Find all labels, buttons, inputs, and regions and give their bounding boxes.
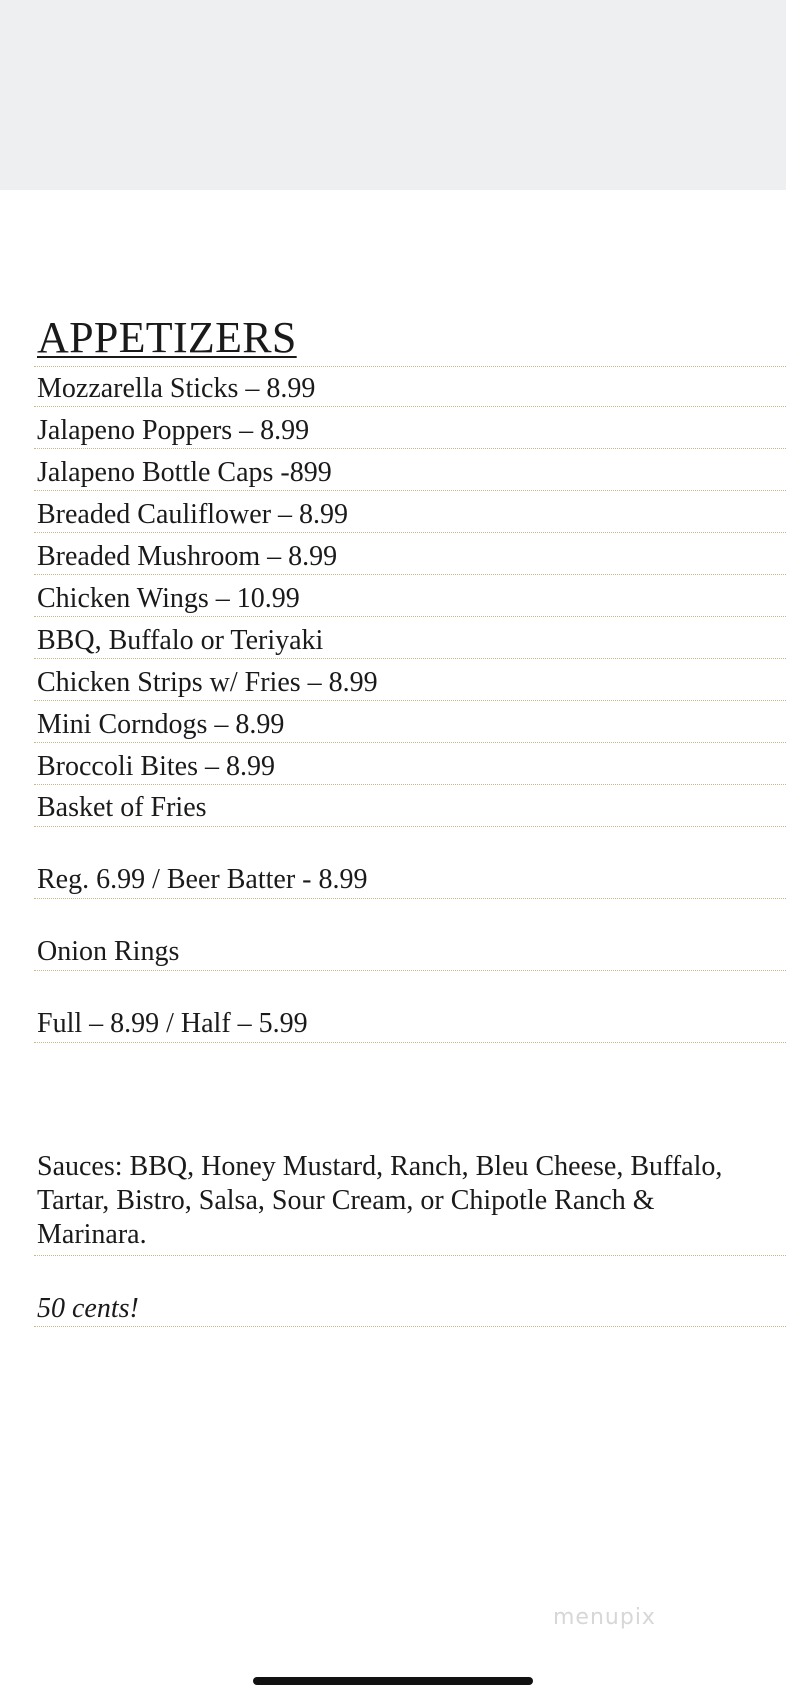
dotted-rule: [34, 1042, 786, 1043]
dotted-rule: [34, 406, 786, 407]
dotted-rule: [34, 490, 786, 491]
menu-item-chicken-wings: Chicken Wings – 10.99: [37, 583, 300, 614]
menu-item-breaded-mushroom: Breaded Mushroom – 8.99: [37, 541, 338, 572]
menu-item-fries-prices: Reg. 6.99 / Beer Batter - 8.99: [37, 864, 368, 895]
menu-item-onion-rings: Onion Rings: [37, 936, 180, 967]
menu-item-breaded-cauliflower: Breaded Cauliflower – 8.99: [37, 499, 349, 530]
menu-item-broccoli-bites: Broccoli Bites – 8.99: [37, 751, 275, 782]
menu-item-onion-rings-prices: Full – 8.99 / Half – 5.99: [37, 1008, 308, 1039]
menu-item-chicken-strips: Chicken Strips w/ Fries – 8.99: [37, 667, 378, 698]
menu-item-wing-flavors: BBQ, Buffalo or Teriyaki: [37, 625, 324, 656]
sauce-price-note: 50 cents!: [37, 1293, 139, 1324]
dotted-rule: [34, 784, 786, 785]
menu-item-mozzarella-sticks: Mozzarella Sticks – 8.99: [37, 373, 316, 404]
menu-item-jalapeno-poppers: Jalapeno Poppers – 8.99: [37, 415, 310, 446]
dotted-rule: [34, 658, 786, 659]
dotted-rule: [34, 826, 786, 827]
dotted-rule: [34, 574, 786, 575]
section-title: APPETIZERS: [37, 313, 297, 362]
dotted-rule: [34, 970, 786, 971]
menu-item-jalapeno-bottle-caps: Jalapeno Bottle Caps -899: [37, 457, 332, 488]
dotted-rule: [34, 742, 786, 743]
home-indicator-bar[interactable]: [253, 1677, 533, 1685]
menupix-watermark: menupix: [553, 1605, 656, 1630]
dotted-rule: [34, 532, 786, 533]
dotted-rule: [34, 616, 786, 617]
dotted-rule: [34, 1255, 786, 1256]
dotted-rule: [34, 448, 786, 449]
dotted-rule: [34, 1326, 786, 1327]
dotted-rule: [34, 366, 786, 367]
dotted-rule: [34, 700, 786, 701]
dotted-rule: [34, 898, 786, 899]
menu-item-basket-of-fries: Basket of Fries: [37, 792, 207, 823]
menu-item-mini-corndogs: Mini Corndogs – 8.99: [37, 709, 285, 740]
sauces-list: Sauces: BBQ, Honey Mustard, Ranch, Bleu Cheese, Buffalo, Tartar, Bistro, Salsa, Sour Cream, or Chipotle Ranch & Marinara.: [37, 1151, 723, 1250]
